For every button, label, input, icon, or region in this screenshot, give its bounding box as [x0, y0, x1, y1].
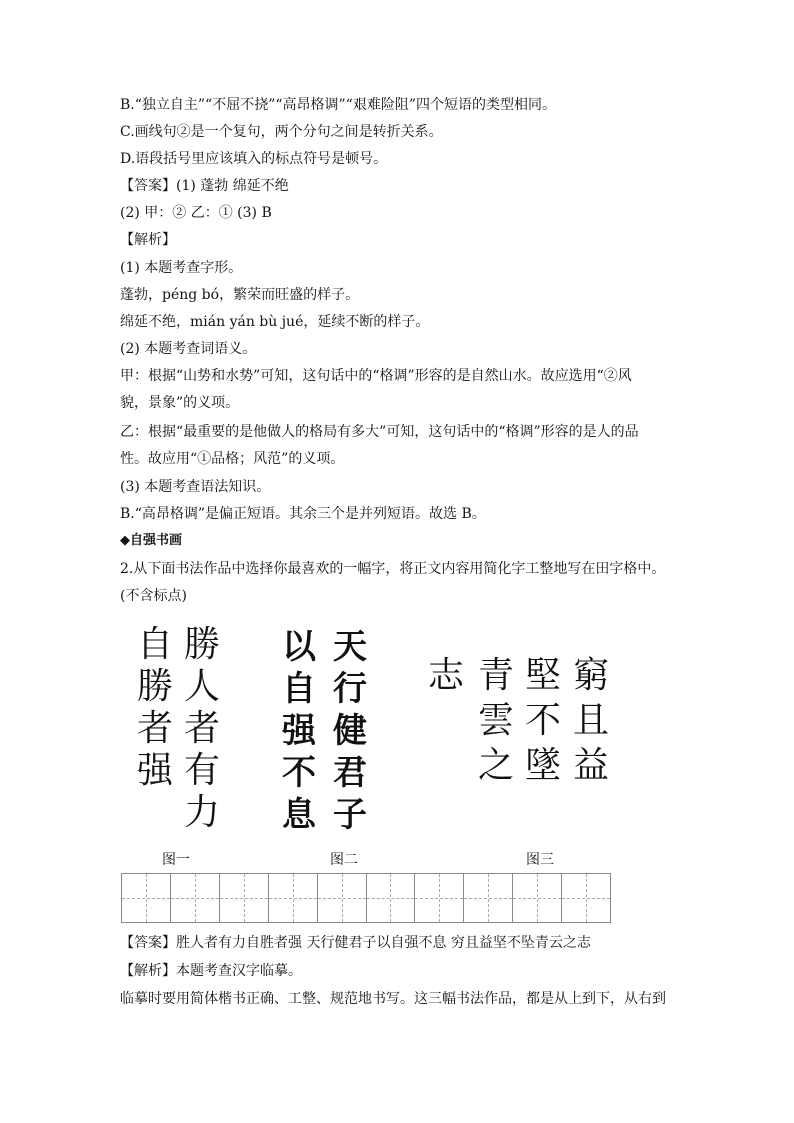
tianzige-cell[interactable]: [220, 874, 269, 922]
calligraphy-char: 窮: [573, 655, 610, 696]
calligraphy-char: 自: [137, 624, 174, 665]
calligraphy-char: 人: [184, 666, 221, 707]
tianzige-cell[interactable]: [464, 874, 513, 922]
tianzige-cell[interactable]: [367, 874, 416, 922]
section-heading: ◆自强书画: [120, 533, 182, 548]
tianzige-cell[interactable]: [513, 874, 562, 922]
tianzige-cell[interactable]: [269, 874, 318, 922]
calligraphy-char: 有: [184, 750, 221, 791]
calligraphy-char: 息: [282, 795, 316, 835]
analysis-heading: 【解析】: [120, 232, 176, 248]
calligraphy-char: 之: [478, 745, 515, 786]
calligraphy-char: 力: [184, 792, 221, 833]
analysis-1-line-b: 绵延不绝，mián yán bù jué，延续不断的样子。: [120, 314, 430, 330]
calligraphy-char: 者: [184, 708, 221, 749]
calligraphy-char: 志: [428, 655, 465, 696]
calligraphy-char: 且: [573, 700, 610, 741]
calligraphy-char: 强: [137, 750, 174, 791]
figure-2-label: 图二: [330, 852, 358, 868]
calligraphy-char: 行: [333, 669, 367, 709]
analysis-q2-body: 临摹时要用简体楷书正确、工整、规范地书写。这三幅书法作品，都是从上到下，从右到: [120, 991, 666, 1007]
tianzige-cell[interactable]: [122, 874, 171, 922]
calligraphy-char: 墜: [525, 745, 562, 786]
answer-2-3: (2) 甲：② 乙：① (3) B: [120, 205, 272, 221]
tianzige-grid[interactable]: [121, 873, 611, 923]
question-2-note: (不含标点): [120, 588, 187, 604]
calligraphy-char: 子: [333, 795, 367, 835]
calligraphy-char: 君: [333, 753, 367, 793]
calligraphy-char: 不: [282, 753, 316, 793]
analysis-2-yi-b: 性。故应用“①品格；风范”的义项。: [120, 451, 345, 467]
calligraphy-char: 者: [137, 708, 174, 749]
figure-3-label: 图三: [526, 852, 554, 868]
calligraphy-char: 青: [478, 655, 515, 696]
calligraphy-char: 勝: [184, 624, 221, 665]
calligraphy-char: 益: [573, 745, 610, 786]
tianzige-cell[interactable]: [415, 874, 464, 922]
question-2: 2.从下面书法作品中选择你最喜欢的一幅字，将正文内容用简化字工整地写在田字格中。: [120, 561, 666, 577]
analysis-3-title: (3) 本题考查语法知识。: [120, 479, 271, 495]
calligraphy-char: 自: [282, 669, 316, 709]
figure-1-label: 图一: [162, 852, 190, 868]
analysis-2-title: (2) 本题考查词语义。: [120, 341, 257, 357]
answer-1: 【答案】(1) 蓬勃 绵延不绝: [120, 178, 289, 194]
option-b: B.“独立自主”“不屈不挠”“高昂格调”“艰难险阻”四个短语的类型相同。: [120, 97, 556, 113]
analysis-3-body: B.“高昂格调”是偏正短语。其余三个是并列短语。故选 B。: [120, 506, 486, 522]
calligraphy-char: 勝: [137, 666, 174, 707]
tianzige-cell[interactable]: [171, 874, 220, 922]
calligraphy-char: 健: [333, 711, 367, 751]
calligraphy-char: 堅: [525, 655, 562, 696]
tianzige-cell[interactable]: [562, 874, 610, 922]
analysis-2-jia-a: 甲：根据“山势和水势”可知，这句话中的“格调”形容的是自然山水。故应选用“②风: [120, 368, 632, 384]
tianzige-cell[interactable]: [318, 874, 367, 922]
analysis-1-line-a: 蓬勃，péng bó，繁荣而旺盛的样子。: [120, 287, 360, 303]
calligraphy-char: 天: [333, 627, 367, 667]
calligraphy-char: 不: [525, 700, 562, 741]
option-d: D.语段括号里应该填入的标点符号是顿号。: [120, 151, 388, 167]
analysis-q2-title: 【解析】本题考查汉字临摹。: [120, 963, 302, 979]
analysis-1-title: (1) 本题考查字形。: [120, 260, 243, 276]
answer-q2: 【答案】胜人者有力自胜者强 天行健君子以自强不息 穷且益坚不坠青云之志: [120, 935, 591, 951]
analysis-2-jia-b: 貌，景象”的义项。: [120, 395, 240, 411]
calligraphy-char: 强: [282, 711, 316, 751]
calligraphy-char: 以: [282, 627, 316, 667]
analysis-2-yi-a: 乙：根据“最重要的是他做人的格局有多大”可知，这句话中的“格调”形容的是人的品: [120, 424, 639, 440]
option-c: C.画线句②是一个复句，两个分句之间是转折关系。: [120, 124, 443, 140]
calligraphy-char: 雲: [478, 700, 515, 741]
